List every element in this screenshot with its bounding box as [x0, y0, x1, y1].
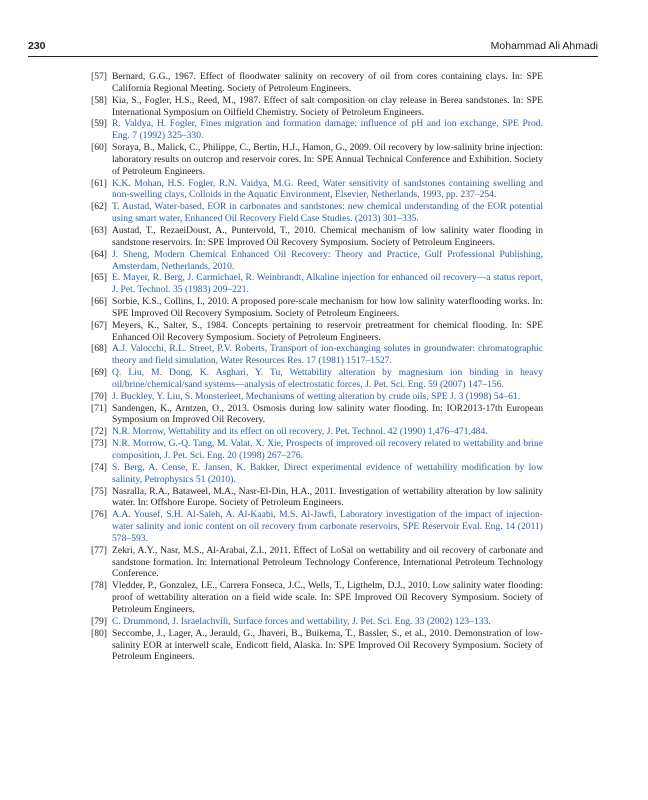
reference-number: [60] — [91, 142, 107, 154]
reference-text: Soraya, B., Malick, C., Philippe, C., Bertin, H.J., Hamon, G., 2009. Oil recovery by low-salinity brine injection: laboratory results on outcrop and reservoir cores. In: SPE Annual Technical Conference and Exhibition. Society of Petroleum Engineers. — [112, 142, 543, 177]
reference-number: [63] — [91, 224, 107, 236]
reference-item[interactable] — [91, 343, 543, 367]
reference-text: Nasralla, R.A., Bataweel, M.A., Nasr-El-Din, H.A., 2011. Investigation of wettability alteration by low salinity water. In: Offshore Europe. Society of Petroleum Engineers. — [112, 485, 543, 509]
reference-number: [75] — [91, 485, 107, 497]
reference-text: Bernard, G.G., 1967. Effect of floodwater salinity on recovery of oil from cores containing clays. In: SPE California Regional Meeting. Society of Petroleum Engineers. — [112, 71, 543, 94]
reference-text: Kia, S., Fogler, H.S., Reed, M., 1987. Effect of salt composition on clay release in Berea sandstones. In: SPE International Symposium on Oilfield Chemistry. Society of Petroleum Engineers. — [112, 94, 543, 118]
reference-number: [74] — [91, 461, 107, 473]
reference-link[interactable]: T. Austad, Water-based, EOR in carbonates and sandstones: new chemical understanding of the EOR potential using smart water, Enhanced Oil Recovery Field Case Studies. (2013) 301–335. — [112, 201, 543, 225]
reference-number: [76] — [91, 509, 107, 521]
reference-item — [91, 628, 543, 664]
reference-text: Zekri, A.Y., Nasr, M.S., Al-Arabai, Z.I., 2011. Effect of LoSal on wettability and oil recovery of carbonate and sandstone formation. In: International Petroleum Technology Conference, International Petroleum Technology Conference. — [112, 544, 543, 580]
reference-item — [91, 95, 543, 119]
reference-number: [66] — [91, 296, 107, 308]
reference-link[interactable]: K.K. Mohan, H.S. Fogler, R.N. Vaidya, M.G. Reed, Water sensitivity of sandstones containing swelling and non-swelling clays, Colloids in the Aquatic Environment, Elsevier, Netherlands, 1993, pp. 237–254. — [112, 177, 543, 201]
reference-item — [91, 142, 543, 178]
reference-item[interactable] — [91, 616, 543, 628]
reference-link[interactable]: N.R. Morrow, G.-Q. Tang, M. Valat, X. Xie, Prospects of improved oil recovery related to wettability and brine composition, J. Pet. Sci. Eng. 20 (1998) 267–276. — [112, 438, 543, 461]
reference-item — [91, 580, 543, 616]
reference-number: [67] — [91, 319, 107, 331]
reference-link[interactable]: J. Sheng, Modern Chemical Enhanced Oil Recovery: Theory and Practice, Gulf Professional Publishing, Amsterdam, Netherlands, 2010. — [112, 248, 543, 272]
reference-link[interactable]: A.A. Yousef, S.H. Al-Saleh, A. Al-Kaabi, M.S. Al-Jawfi, Laboratory investigation of the impact of injection-water salinity and ionic content on oil recovery from carbonate reservoirs, SPE Reservoir Eval. Eng. 14 (2011) 578–593. — [112, 509, 543, 544]
reference-link[interactable]: S. Berg, A. Cense, E. Jansen, K. Bakker, Direct experimental evidence of wettability modification by low salinity, Petrophysics 51 (2010). — [112, 461, 543, 485]
reference-item — [91, 486, 543, 510]
reference-number: [79] — [91, 615, 107, 627]
reference-number: [59] — [91, 118, 107, 130]
reference-number: [71] — [91, 402, 107, 414]
reference-link[interactable]: J. Buckley, Y. Liu, S. Monsterleet, Mechanisms of wetting alteration by crude oils, SPE J. 3 (1998) 54–61. — [112, 390, 521, 402]
reference-item[interactable] — [91, 438, 543, 462]
reference-text: Sorbie, K.S., Collins, I., 2010. A proposed pore-scale mechanism for how low salinity waterflooding works. In: SPE Improved Oil Recovery Symposium. Society of Petroleum Engineers. — [112, 296, 543, 319]
reference-item — [91, 225, 543, 249]
reference-item[interactable] — [91, 367, 543, 391]
reference-item[interactable] — [91, 426, 543, 438]
reference-list — [91, 71, 543, 663]
reference-link[interactable]: C. Drummond, J. Israelachvili, Surface forces and wettability, J. Pet. Sci. Eng. 33 (2002) 123–133. — [112, 615, 491, 627]
reference-text: Vledder, P., Gonzalez, I.E., Carrera Fonseca, J.C., Wells, T., Ligthelm, D.J., 2010. Low salinity water flooding: proof of wettability alteration on a field wide scale. In: SPE Improved Oil Recovery Symposium. Society of Petroleum Engineers. — [112, 580, 543, 615]
reference-item[interactable] — [91, 462, 543, 486]
reference-number: [73] — [91, 438, 107, 450]
reference-number: [70] — [91, 390, 107, 402]
reference-link[interactable]: Q. Liu, M. Dong, K. Asghari, Y. Tu, Wettability alteration by magnesium ion binding in heavy oil/brine/chemical/sand systems—analysis of electrostatic forces, J. Pet. Sci. Eng. 59 (2007) 147–156. — [112, 367, 543, 390]
reference-item[interactable] — [91, 201, 543, 225]
reference-link[interactable]: E. Mayer, R. Berg, J. Carmichael, R. Weinbrandt, Alkaline injection for enhanced oil recovery—a status report, J. Pet. Technol. 35 (1983) 209–221. — [112, 272, 543, 296]
reference-text: Sandengen, K., Arntzen, O., 2013. Osmosis during low salinity water flooding. In: IOR2013-17th European Symposium on Improved Oil Recovery. — [112, 402, 543, 426]
reference-item — [91, 320, 543, 344]
reference-item — [91, 403, 543, 427]
header-rule — [28, 56, 598, 57]
reference-text: Seccombe, J., Lager, A., Jerauld, G., Jhaveri, B., Buikema, T., Bassler, S., et al., 2010. Demonstration of low-salinity EOR at interwell scale, Endicott field, Alaska. In: SPE Improved Oil Recovery Symposium. Society of Petroleum Engineers. — [112, 627, 543, 663]
reference-link[interactable]: A.J. Valocchi, R.L. Street, P.V. Roberts, Transport of ion-exchanging solutes in groundwater: chromatographic theory and field simulation, Water Resources Res. 17 (1981) 1517–1527. — [112, 343, 543, 367]
page-number: 230 — [28, 40, 46, 52]
reference-number: [65] — [91, 272, 107, 284]
running-head: Mohammad Ali Ahmadi — [490, 40, 598, 52]
reference-item[interactable] — [91, 509, 543, 545]
reference-number: [72] — [91, 426, 107, 438]
reference-number: [78] — [91, 580, 107, 592]
reference-number: [77] — [91, 544, 107, 556]
reference-item[interactable] — [91, 272, 543, 296]
reference-item[interactable] — [91, 118, 543, 142]
reference-number: [64] — [91, 248, 107, 260]
reference-text: Austad, T., RezaeiDoust, A., Puntervold, T., 2010. Chemical mechanism of low salinity water flooding in sandstone reservoirs. In: SPE Improved Oil Recovery Symposium. Society of Petroleum Engineers. — [112, 224, 543, 248]
reference-number: [61] — [91, 177, 107, 189]
reference-number: [69] — [91, 367, 107, 379]
reference-item — [91, 296, 543, 320]
reference-number: [62] — [91, 201, 107, 213]
reference-number: [57] — [91, 71, 107, 82]
reference-link[interactable]: R. Valdya, H. Fogler, Fines migration and formation damage: influence of pH and ion exchange, SPE Prod. Eng. 7 (1992) 325–330. — [112, 118, 543, 142]
reference-item[interactable] — [91, 178, 543, 202]
reference-item[interactable] — [91, 249, 543, 273]
page-header — [28, 40, 598, 54]
reference-link[interactable]: N.R. Morrow, Wettability and its effect on oil recovery, J. Pet. Technol. 42 (1990) 1,476–471,484. — [112, 426, 488, 438]
reference-number: [68] — [91, 343, 107, 355]
reference-item — [91, 545, 543, 581]
reference-text: Meyers, K., Salter, S., 1984. Concepts pertaining to reservoir pretreatment for chemical flooding. In: SPE Enhanced Oil Recovery Symposium. Society of Petroleum Engineers. — [112, 319, 543, 343]
reference-item[interactable] — [91, 391, 543, 403]
reference-number: [58] — [91, 94, 107, 106]
reference-number: [80] — [91, 627, 107, 639]
reference-item — [91, 71, 543, 95]
